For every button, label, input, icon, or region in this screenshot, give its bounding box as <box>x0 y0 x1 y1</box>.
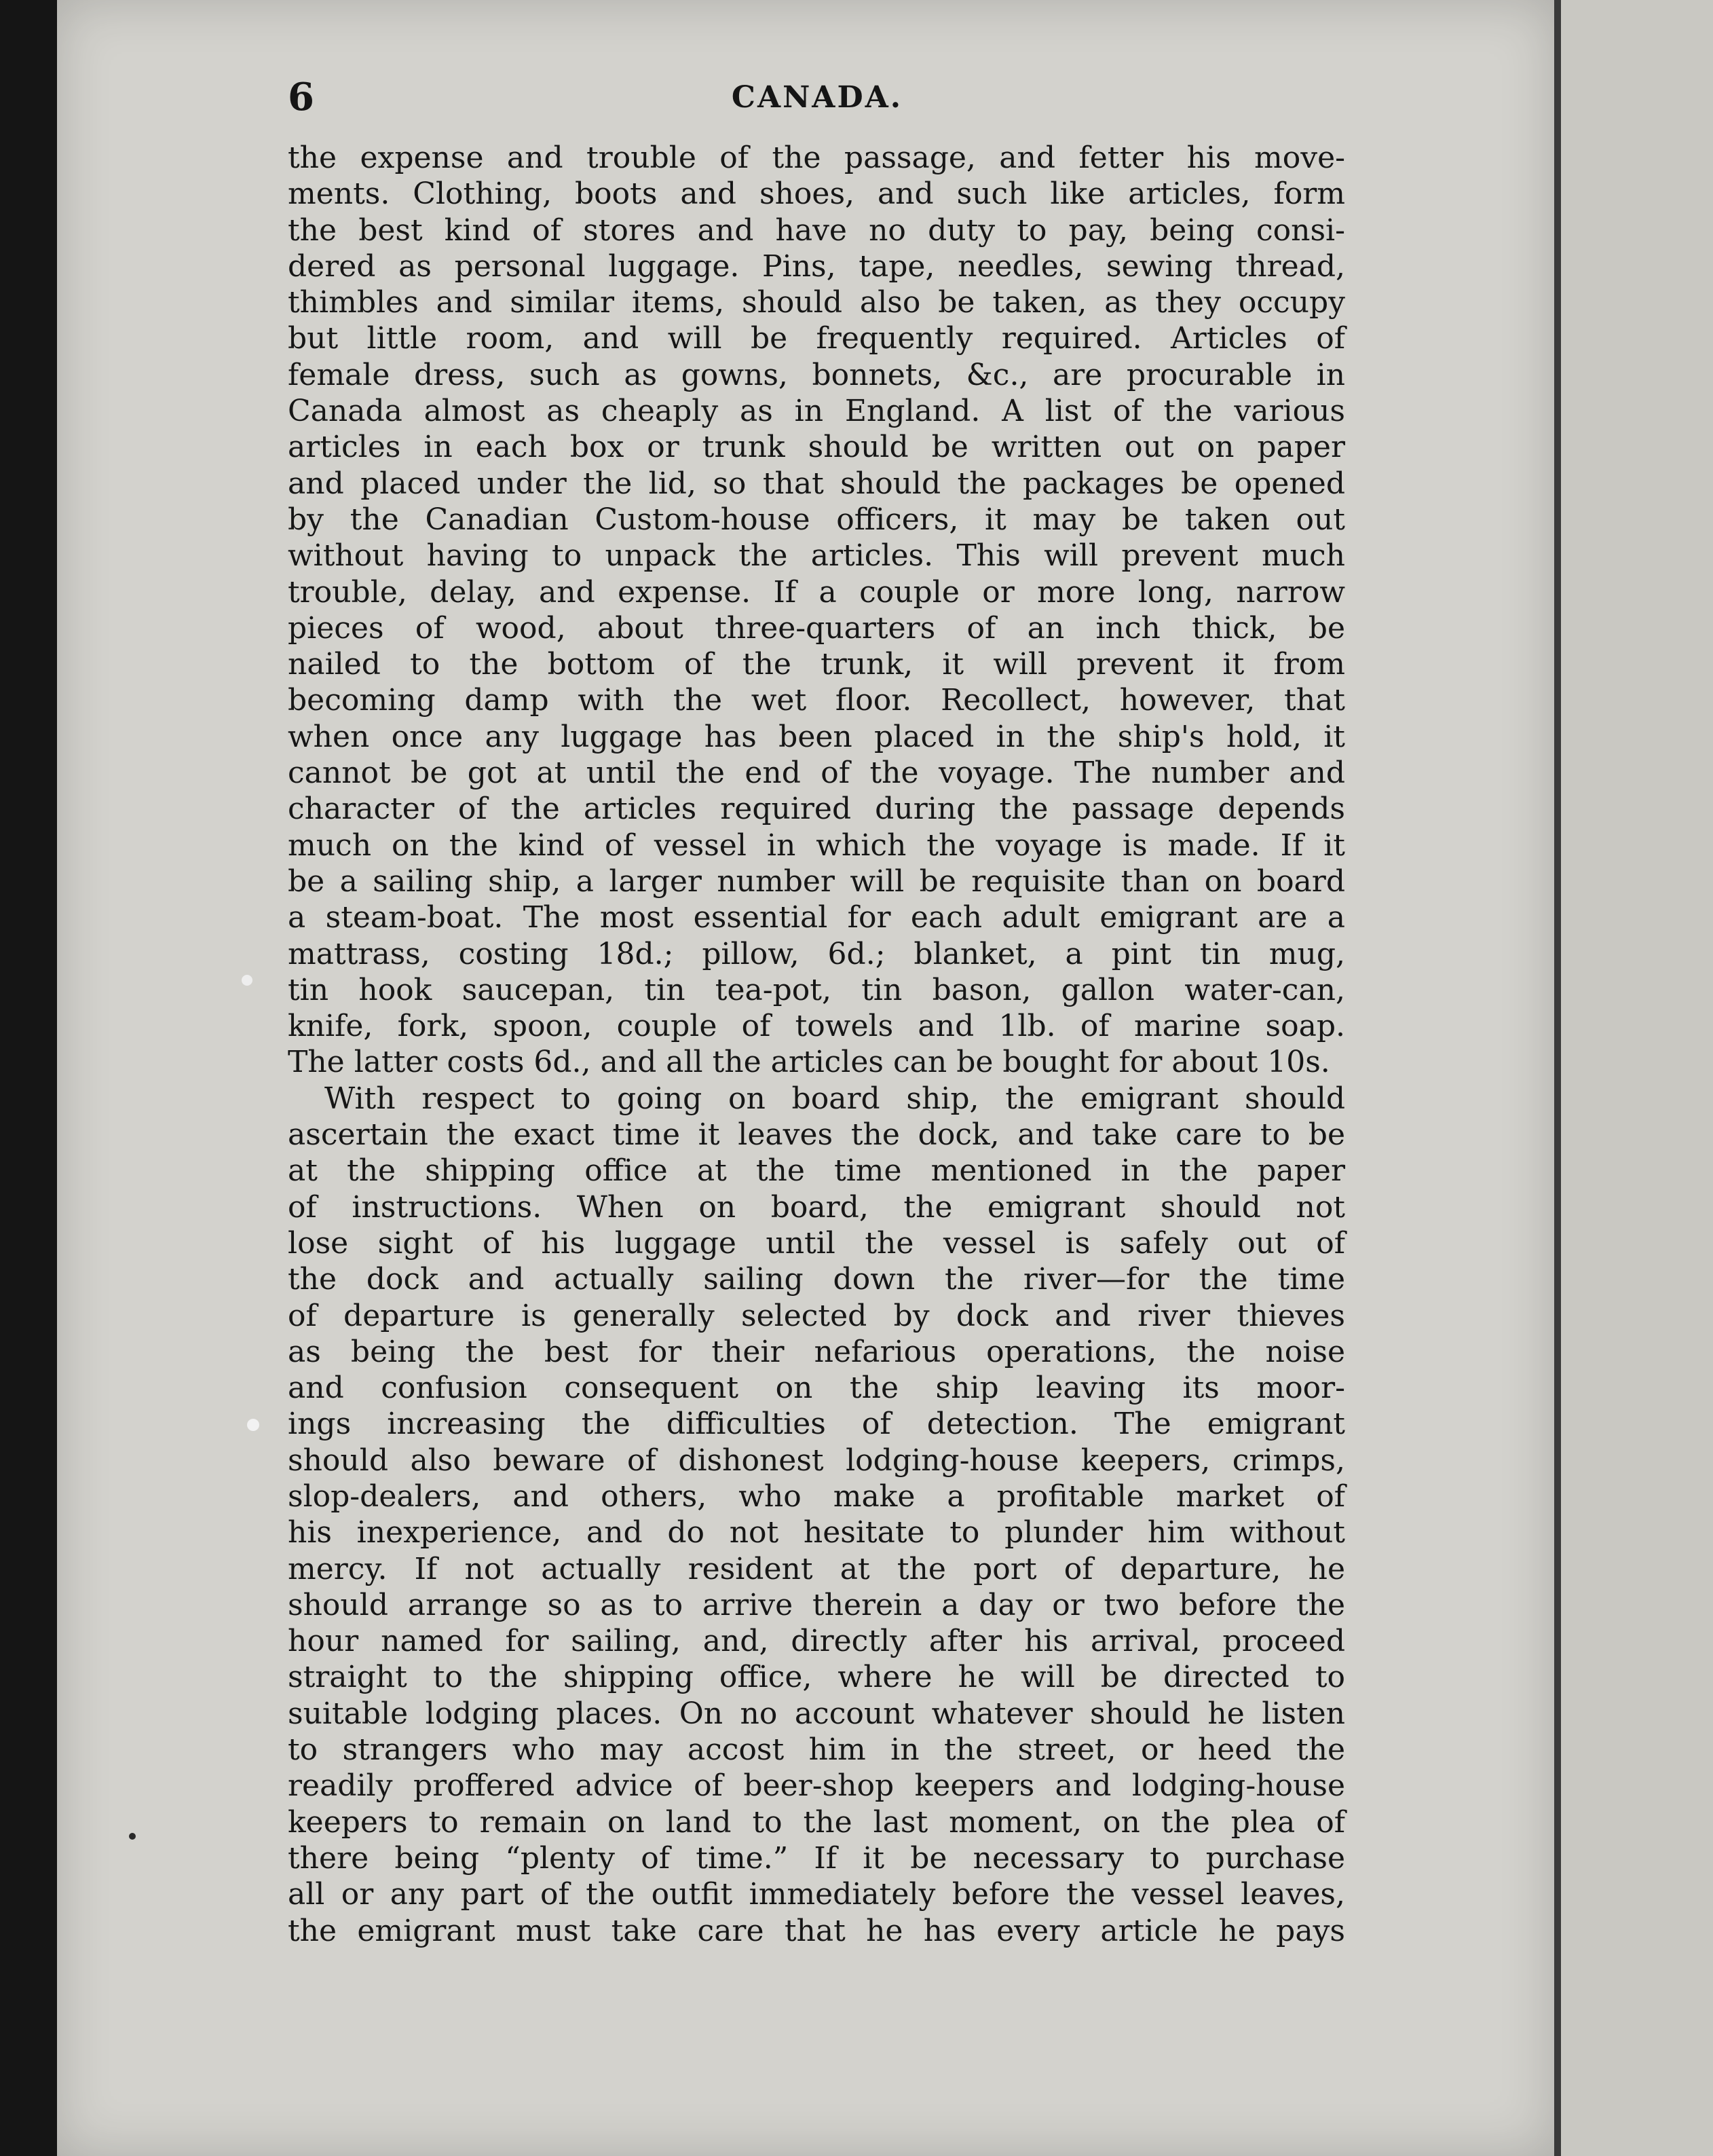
text-line: hour named for sailing, and, directly after his arrival, proceed <box>288 1624 1345 1659</box>
text-line: the emigrant must take care that he has every article he pays <box>288 1913 1345 1948</box>
text-line: cannot be got at until the end of the voyage. The number and <box>288 756 1345 791</box>
text-line: of departure is generally selected by dock and river thieves <box>288 1298 1345 1333</box>
text-line: much on the kind of vessel in which the voyage is made. If it <box>288 828 1345 863</box>
text-line: thimbles and similar items, should also be taken, as they occupy <box>288 285 1345 320</box>
text-line: slop-dealers, and others, who make a profitable market of <box>288 1479 1345 1514</box>
text-line: the dock and actually sailing down the river—for the time <box>288 1262 1345 1297</box>
text-line: mercy. If not actually resident at the port of departure, he <box>288 1551 1345 1586</box>
text-line: and confusion consequent on the ship leaving its moor- <box>288 1371 1345 1406</box>
text-line: should arrange so as to arrive therein a day or two before the <box>288 1587 1345 1622</box>
paragraph <box>288 1081 1345 1949</box>
text-line: the expense and trouble of the passage, and fetter his move- <box>288 141 1345 175</box>
text-line: female dress, such as gowns, bonnets, &c., are procurable in <box>288 357 1345 392</box>
text-line: ings increasing the difficulties of detection. The emigrant <box>288 1407 1345 1442</box>
text-line: trouble, delay, and expense. If a couple or more long, narrow <box>288 574 1345 610</box>
page-number: 6 <box>288 75 314 119</box>
paragraph <box>288 140 1345 1081</box>
text-line: and placed under the lid, so that should the packages be opened <box>288 466 1345 501</box>
facing-page-edge <box>1561 0 1713 2156</box>
text-line: suitable lodging places. On no account whatever should he listen <box>288 1696 1345 1731</box>
text-line: as being the best for their nefarious operations, the noise <box>288 1334 1345 1369</box>
text-line: when once any luggage has been placed in the ship's hold, it <box>288 719 1345 754</box>
text-line: there being “plenty of time.” If it be necessary to purchase <box>288 1840 1345 1876</box>
text-line: should also beware of dishonest lodging-house keepers, crimps, <box>288 1443 1345 1478</box>
text-line: straight to the shipping office, where he will be directed to <box>288 1660 1345 1695</box>
text-line: all or any part of the outfit immediately before the vessel leaves, <box>288 1877 1345 1912</box>
scan-speck <box>129 1833 136 1840</box>
text-line: knife, fork, spoon, couple of towels and 1lb. of marine soap. <box>288 1009 1345 1044</box>
text-line: pieces of wood, about three-quarters of an inch thick, be <box>288 610 1345 646</box>
text-line: at the shipping office at the time mentioned in the paper <box>288 1153 1345 1189</box>
text-line: readily proffered advice of beer-shop keepers and lodging-house <box>288 1768 1345 1804</box>
text-line: to strangers who may accost him in the street, or heed the <box>288 1732 1345 1768</box>
scan-speck <box>242 975 252 986</box>
text-line: The latter costs 6d., and all the articles can be bought for about 10s. <box>288 1045 1330 1080</box>
text-line: keepers to remain on land to the last moment, on the plea of <box>288 1804 1345 1840</box>
text-line: ascertain the exact time it leaves the dock, and take care to be <box>288 1117 1345 1153</box>
text-line: ments. Clothing, boots and shoes, and such like articles, form <box>288 176 1345 212</box>
page-header <box>288 75 1347 122</box>
text-line: the best kind of stores and have no duty to pay, being consi- <box>288 212 1345 248</box>
text-line: be a sailing ship, a larger number will be requisite than on board <box>288 863 1345 899</box>
text-line: nailed to the bottom of the trunk, it will prevent it from <box>288 647 1345 682</box>
text-line: tin hook saucepan, tin tea-pot, tin bason, gallon water-can, <box>288 972 1345 1007</box>
text-line: articles in each box or trunk should be written out on paper <box>288 430 1345 465</box>
page-gutter <box>1554 0 1561 2156</box>
text-line: lose sight of his luggage until the vessel is safely out of <box>288 1225 1345 1261</box>
body-text <box>288 140 1345 1949</box>
text-line: of instructions. When on board, the emigrant should not <box>288 1189 1345 1225</box>
scan-speck <box>247 1419 259 1431</box>
text-line: without having to unpack the articles. This will prevent much <box>288 538 1345 574</box>
text-line: becoming damp with the wet floor. Recollect, however, that <box>288 683 1345 718</box>
text-line: Canada almost as cheaply as in England. A list of the various <box>288 394 1345 429</box>
text-line: by the Canadian Custom-house officers, it may be taken out <box>288 502 1345 537</box>
text-line: dered as personal luggage. Pins, tape, needles, sewing thread, <box>288 248 1345 284</box>
text-line: mattrass, costing 18d.; pillow, 6d.; blanket, a pint tin mug, <box>288 936 1345 971</box>
text-line: With respect to going on board ship, the emigrant should <box>324 1081 1345 1116</box>
text-line: character of the articles required during the passage depends <box>288 792 1345 827</box>
text-line: his inexperience, and do not hesitate to plunder him without <box>288 1515 1345 1550</box>
text-line: a steam-boat. The most essential for each adult emigrant are a <box>288 900 1345 935</box>
text-line: but little room, and will be frequently required. Articles of <box>288 321 1345 356</box>
running-head: CANADA. <box>731 80 903 115</box>
